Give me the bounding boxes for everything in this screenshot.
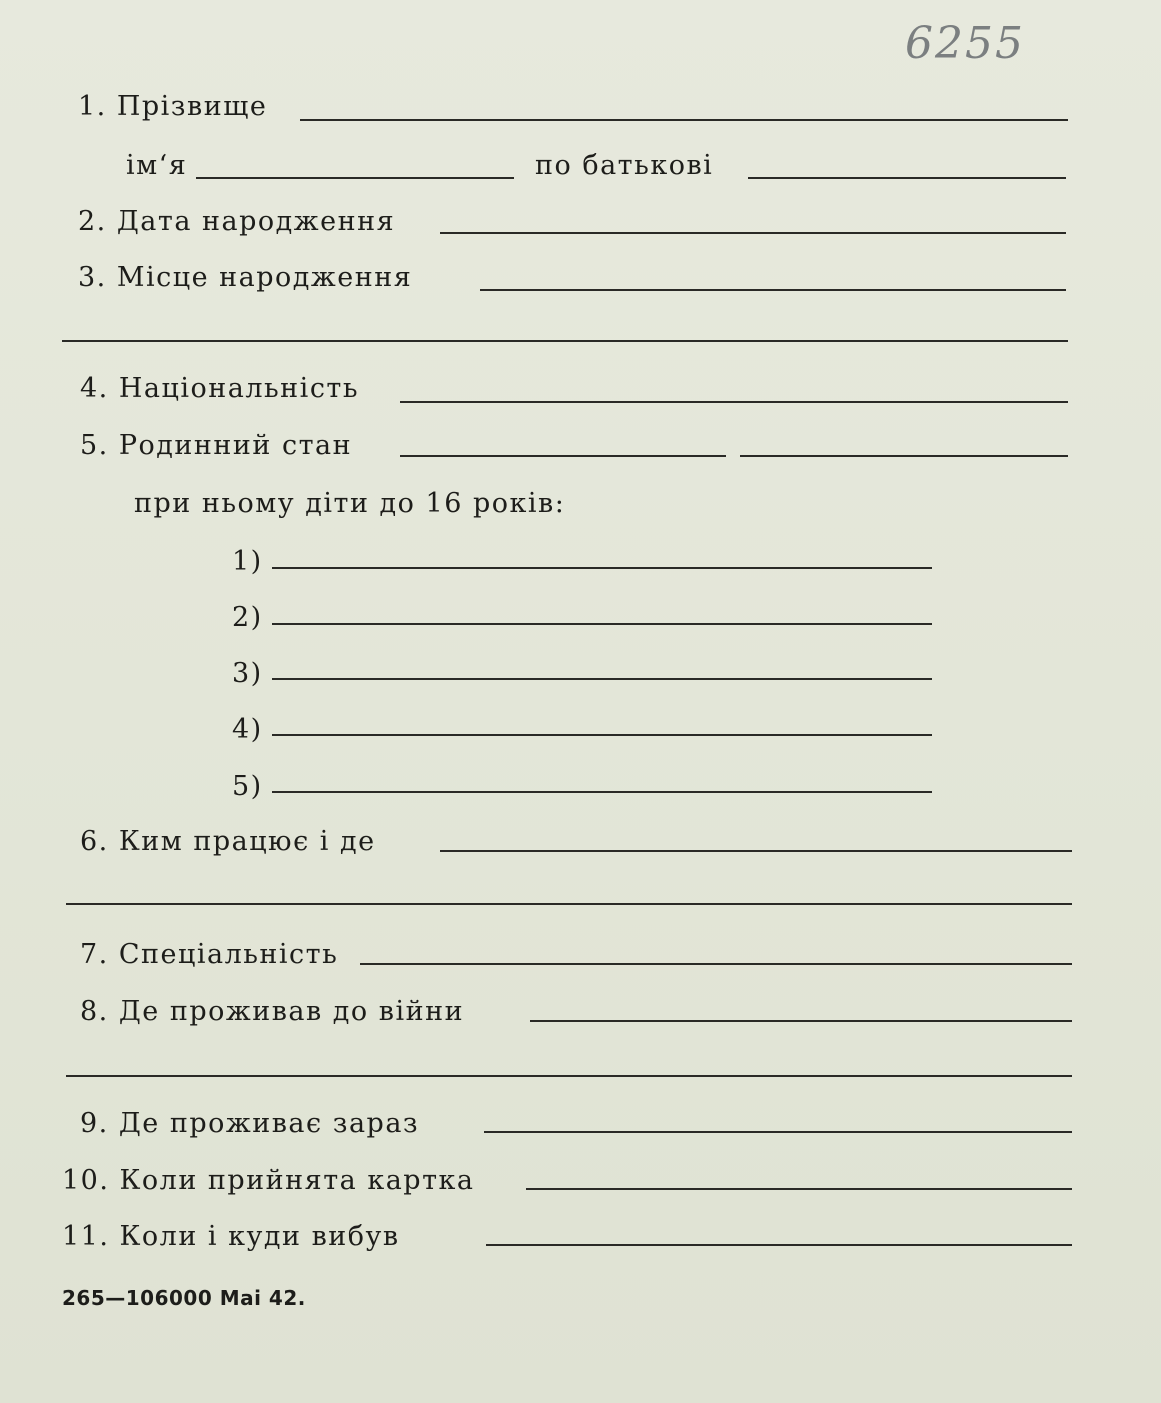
card-accepted-label: 10. Коли прийнята картка [62,1165,475,1196]
specialty-line [360,963,1072,965]
child-5-label: 5) [232,771,263,802]
prewar-residence-line [530,1020,1072,1022]
child-4-line [272,734,932,736]
nationality-line [400,401,1068,403]
card-accepted-line [526,1188,1072,1190]
first-name-line [196,177,514,179]
birth-date-label: 2. Дата народження [78,206,396,237]
print-code: 265—106000 Маі 42. [62,1286,306,1310]
child-4-label: 4) [232,714,263,745]
birth-date-line [440,232,1066,234]
current-residence-label: 9. Де проживає зараз [80,1108,420,1139]
children-label: при ньому діти до 16 років: [134,488,566,519]
occupation-label: 6. Ким працює і де [80,826,376,857]
birth-place-line-2 [62,340,1068,342]
child-3-line [272,678,932,680]
patronymic-line [748,177,1066,179]
occupation-line-2 [66,903,1072,905]
marital-status-line-a [400,455,726,457]
nationality-label: 4. Національність [80,373,360,404]
current-residence-line [484,1131,1072,1133]
specialty-label: 7. Спеціальність [80,939,339,970]
child-1-label: 1) [232,546,263,577]
birth-place-label: 3. Місце народження [78,262,413,293]
prewar-residence-label: 8. Де проживав до війни [80,996,465,1027]
occupation-line [440,850,1072,852]
departure-line [486,1244,1072,1246]
surname-line [300,119,1068,121]
first-name-label: ім‘я [126,150,188,181]
marital-status-label: 5. Родинний стан [80,430,353,461]
surname-label: 1. Прізвище [78,91,268,122]
birth-place-line [480,289,1066,291]
child-2-line [272,623,932,625]
marital-status-line-b [740,455,1068,457]
child-3-label: 3) [232,658,263,689]
departure-label: 11. Коли і куди вибув [62,1221,400,1252]
prewar-residence-line-2 [66,1075,1072,1077]
patronymic-label: по батькові [535,150,714,181]
child-2-label: 2) [232,602,263,633]
child-5-line [272,791,932,793]
child-1-line [272,567,932,569]
archive-number: 6255 [905,18,1025,69]
